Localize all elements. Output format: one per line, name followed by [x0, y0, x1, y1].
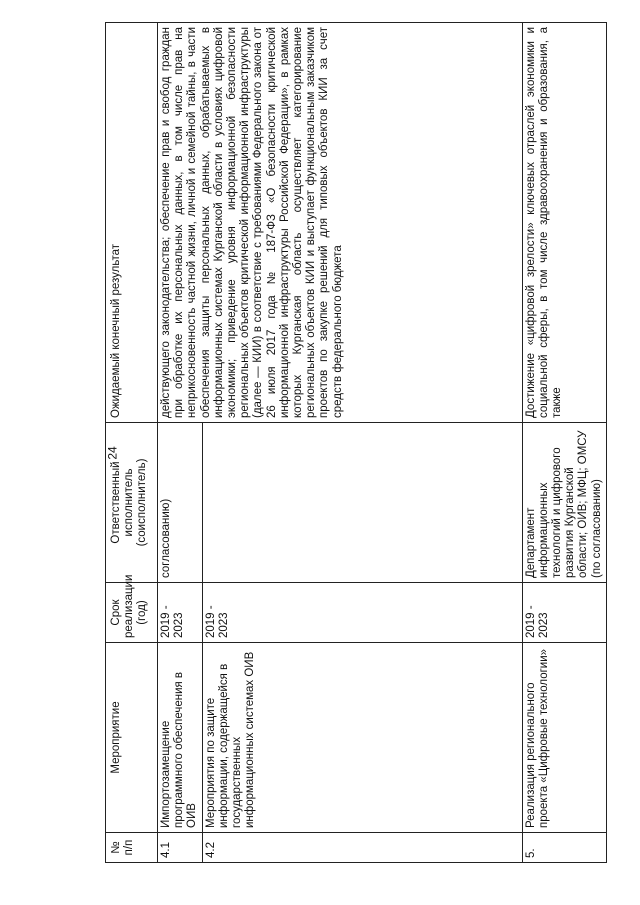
table-row	[158, 23, 203, 863]
header-executor: Ответственный исполнитель (соисполнитель)	[106, 423, 158, 583]
page-number: 24	[105, 446, 120, 460]
row-num: 4.1	[158, 833, 203, 863]
row-executor: согласованию)	[158, 423, 203, 583]
header-period: Срок реализации (год)	[106, 583, 158, 643]
header-num: № п/п	[106, 833, 158, 863]
row-event: Реализация регионального проекта «Цифровые технологии»	[522, 643, 606, 833]
row-period: 2019 - 2023	[202, 583, 522, 643]
header-result: Ожидаемый конечный результат	[106, 23, 158, 423]
table-header-row	[106, 23, 158, 863]
header-event: Мероприятие	[106, 643, 158, 833]
row-period: 2019 - 2023	[158, 583, 203, 643]
row-event: Мероприятия по защите информации, содержащейся в государственных информационных системах ОИВ	[202, 643, 522, 833]
row-executor	[202, 423, 522, 583]
row-event: Импортозамещение программного обеспечения в ОИВ	[158, 643, 203, 833]
row-num: 4.2	[202, 833, 522, 863]
row-num: 5.	[522, 833, 606, 863]
row-result: Достижение «цифровой зрелости» ключевых отраслей экономики и социальной сферы, в том числе здравоохранения и образования, а также	[522, 23, 606, 423]
row-executor: Департамент информационных технологий и цифрового развития Курганской области; ОИВ; МФЦ; ОМСУ (по согласованию)	[522, 423, 606, 583]
rotated-table-stage	[105, 23, 605, 863]
events-table	[105, 22, 607, 863]
table-row	[522, 23, 606, 863]
row-period: 2019 - 2023	[522, 583, 606, 643]
row-result: действующего законодательства; обеспечение прав и свобод граждан при обработке их персональных данных, в том числе прав на неприкосновенность частной жизни, личной и семейной тайны, в части обеспечения защиты персональных данных, обрабатываемых в информационных системах Курганской области в условиях цифровой экономики; приведение уровня информационной безопасности региональных объектов критической информационной инфраструктуры (далее — КИИ) в соответствие с требованиями Федерального закона от 26 июля 2017 года № 187-ФЗ «О безопасности критической информационной инфраструктуры Российской Федерации», в рамках которых Курганская область осуществляет категорирование региональных объектов КИИ и выступает функциональным заказчиком проектов по закупке решений для типовых объектов КИИ за счет средств федерального бюджета	[158, 23, 523, 423]
